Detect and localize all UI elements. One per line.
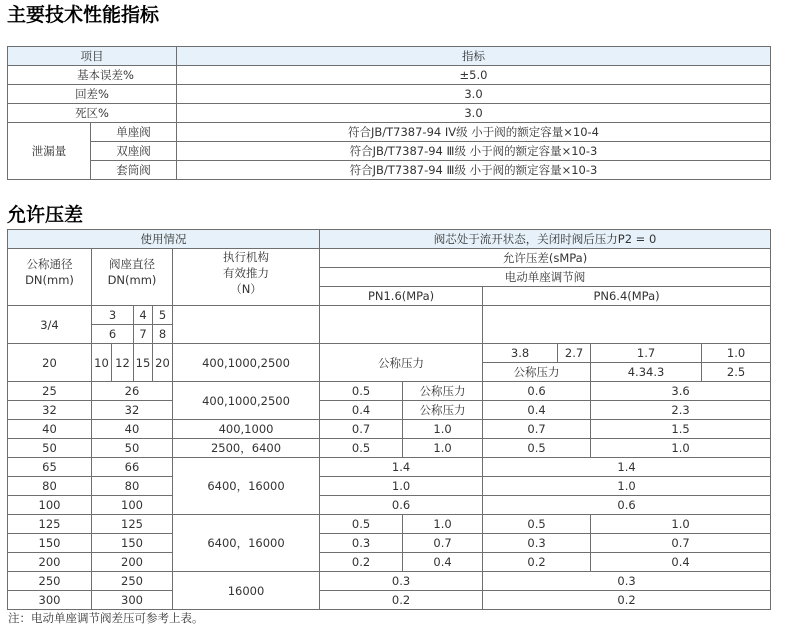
nominal-pressure-cell: 公称压力 [320, 344, 483, 382]
value-cell: 1.0 [591, 439, 771, 458]
value-cell: 0.3 [483, 572, 771, 591]
seat-cell: 125 [92, 515, 173, 534]
header-item: 项目 [8, 47, 177, 66]
pressure-table [7, 229, 771, 610]
value-cell: 1.4 [320, 458, 483, 477]
value-cell: 0.5 [320, 382, 403, 401]
spec-value: 3.0 [177, 104, 771, 123]
dn-cell: 200 [8, 553, 92, 572]
spec-item-label: 回差% [8, 85, 177, 104]
value-cell: 1.4 [483, 458, 771, 477]
value-cell: 0.5 [483, 515, 591, 534]
force-cell: 6400，16000 [173, 515, 320, 572]
value-cell: 0.5 [320, 515, 403, 534]
seat-cell: 6 [92, 325, 134, 344]
value-cell: 1.0 [702, 344, 771, 363]
force-cell: 6400，16000 [173, 458, 320, 515]
value-cell: 0.5 [483, 439, 591, 458]
seat-header-label: 阀座直径 [109, 257, 155, 271]
section-title-specs: 主要技术性能指标 [7, 4, 160, 26]
value-cell: 2.3 [591, 401, 771, 420]
seat-header [92, 249, 173, 306]
specs-table [7, 46, 771, 180]
allowed-pressure-header: 允许压差(sMPa) [320, 249, 771, 268]
value-cell: 3.8 [483, 344, 558, 363]
seat-cell: 10 [92, 344, 112, 382]
value-cell: 0.4 [320, 401, 403, 420]
value-cell: 0.4 [403, 553, 483, 572]
seat-cell: 66 [92, 458, 173, 477]
force-cell: 400,1000,2500 [173, 382, 320, 420]
leak-label: 泄漏量 [8, 123, 91, 180]
value-cell: 1.0 [403, 420, 483, 439]
leak-type: 双座阀 [91, 142, 177, 161]
spec-item-label: 死区% [8, 104, 177, 123]
dn-cell: 50 [8, 439, 92, 458]
actuator-header-l3: （N） [230, 282, 262, 296]
dn-cell: 150 [8, 534, 92, 553]
usage-header: 使用情况 [8, 230, 320, 249]
seat-cell: 12 [112, 344, 134, 382]
dn-header [8, 249, 92, 306]
dn-header-unit: DN(mm) [25, 273, 74, 287]
value-cell: 0.3 [320, 534, 403, 553]
dn-cell: 65 [8, 458, 92, 477]
value-cell: 0.2 [483, 591, 771, 610]
value-cell: 0.3 [320, 572, 483, 591]
dn-cell: 100 [8, 496, 92, 515]
force-cell: 400,1000,2500 [173, 344, 320, 382]
header-value: 指标 [177, 47, 771, 66]
value-cell: 3.6 [591, 382, 771, 401]
value-cell: 4.34.3 [591, 363, 702, 382]
seat-cell: 300 [92, 591, 173, 610]
seat-cell: 3 [92, 306, 134, 325]
leak-value: 符合JB/T7387-94 IV级 小于阀的额定容量×10-4 [177, 123, 771, 142]
value-cell: 1.0 [320, 477, 483, 496]
state-header: 阀芯处于流开状态，关闭时阀后压力P2 = 0 [320, 230, 771, 249]
dn-cell: 125 [8, 515, 92, 534]
force-cell: 16000 [173, 572, 320, 610]
pn64-cell [483, 306, 771, 344]
spec-item-label: 基本误差% [8, 66, 177, 85]
actuator-header-l2: 有效推力 [223, 266, 270, 280]
spec-value: 3.0 [177, 85, 771, 104]
nominal-pressure-cell: 公称压力 [403, 401, 483, 420]
seat-cell: 80 [92, 477, 173, 496]
nominal-pressure-cell: 公称压力 [403, 382, 483, 401]
value-cell: 2.7 [558, 344, 591, 363]
actuator-header [173, 249, 320, 306]
actuator-header-l1: 执行机构 [223, 250, 270, 264]
seat-cell: 40 [92, 420, 173, 439]
pn16-cell [320, 306, 483, 344]
nominal-pressure-cell: 公称压力 [483, 363, 591, 382]
dn-header-label: 公称通径 [26, 257, 73, 271]
value-cell: 0.5 [320, 439, 403, 458]
seat-cell: 50 [92, 439, 173, 458]
seat-cell: 5 [153, 306, 173, 325]
seat-cell: 100 [92, 496, 173, 515]
seat-header-unit: DN(mm) [107, 273, 157, 287]
pn16-header: PN1.6(MPa) [320, 287, 483, 306]
value-cell: 1.0 [591, 515, 771, 534]
dn-cell: 32 [8, 401, 92, 420]
seat-cell: 32 [92, 401, 173, 420]
leak-value: 符合JB/T7387-94 Ⅲ级 小于阀的额定容量×10-3 [177, 142, 771, 161]
pn64-header: PN6.4(MPa) [483, 287, 771, 306]
value-cell: 0.4 [591, 553, 771, 572]
dn-cell: 25 [8, 382, 92, 401]
value-cell: 0.7 [483, 420, 591, 439]
seat-cell: 15 [134, 344, 153, 382]
force-cell: 2500，6400 [173, 439, 320, 458]
value-cell: 2.5 [702, 363, 771, 382]
dn-cell: 20 [8, 344, 92, 382]
seat-cell: 7 [134, 325, 153, 344]
value-cell: 1.7 [591, 344, 702, 363]
value-cell: 0.3 [483, 534, 591, 553]
valve-type-header: 电动单座调节阀 [320, 268, 771, 287]
dn-cell: 250 [8, 572, 92, 591]
leak-type: 套筒阀 [91, 161, 177, 180]
section-title-pressure: 允许压差 [7, 204, 84, 226]
value-cell: 0.7 [403, 534, 483, 553]
value-cell: 1.5 [591, 420, 771, 439]
value-cell: 0.2 [320, 591, 483, 610]
seat-cell: 26 [92, 382, 173, 401]
seat-cell: 150 [92, 534, 173, 553]
value-cell: 0.6 [483, 496, 771, 515]
footnote: 注：电动单座调节阀差压可参考上表。 [8, 611, 204, 625]
leak-type: 单座阀 [91, 123, 177, 142]
value-cell: 0.7 [591, 534, 771, 553]
value-cell: 0.6 [320, 496, 483, 515]
value-cell: 0.4 [483, 401, 591, 420]
spec-value: ±5.0 [177, 66, 771, 85]
dn-cell: 300 [8, 591, 92, 610]
seat-cell: 250 [92, 572, 173, 591]
force-cell [173, 306, 320, 344]
value-cell: 1.0 [403, 515, 483, 534]
force-cell: 400,1000 [173, 420, 320, 439]
dn-cell: 3/4 [8, 306, 92, 344]
value-cell: 1.0 [403, 439, 483, 458]
value-cell: 0.7 [320, 420, 403, 439]
dn-cell: 80 [8, 477, 92, 496]
seat-cell: 200 [92, 553, 173, 572]
seat-cell: 4 [134, 306, 153, 325]
value-cell: 0.2 [320, 553, 403, 572]
seat-cell: 20 [153, 344, 173, 382]
value-cell: 1.0 [483, 477, 771, 496]
seat-cell: 8 [153, 325, 173, 344]
value-cell: 0.2 [483, 553, 591, 572]
dn-cell: 40 [8, 420, 92, 439]
value-cell: 0.6 [483, 382, 591, 401]
leak-value: 符合JB/T7387-94 Ⅲ级 小于阀的额定容量×10-3 [177, 161, 771, 180]
